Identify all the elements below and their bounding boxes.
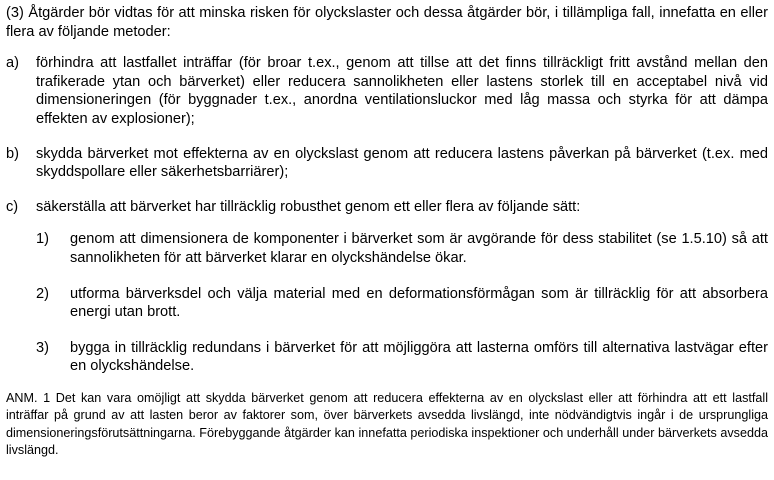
list-item-label: a): [6, 55, 19, 72]
list-item-text: skydda bärverket mot effekterna av en olyckslast genom att reducera lastens påverkan på bärverket (t.ex. med skyddspollare eller säkerhetsbarriärer);: [36, 145, 768, 181]
list-item-label: b): [6, 145, 19, 162]
list-item-text: säkerställa att bärverket har tillräcklig robusthet genom ett eller flera av följande sätt:: [36, 198, 581, 215]
sub-list-item-label: 3): [36, 339, 49, 356]
sub-list-item-1: [6, 230, 768, 267]
sub-list-item-text: genom att dimensionera de komponenter i bärverket som är avgörande för dess stabilitet (se 1.5.10) så att sannolikheten för att bärverket klarar en olyckshändelse ökar.: [70, 231, 768, 266]
list-item-label: c): [6, 198, 19, 215]
sub-list-item-3: [6, 339, 768, 376]
sub-list-item-label: 1): [36, 231, 49, 248]
list-item-b: [6, 145, 768, 182]
document-body: [6, 4, 768, 460]
list-item-c: [6, 198, 768, 217]
intro-paragraph: (3) Åtgärder bör vidtas för att minska risken för olyckslaster och dessa åtgärder bör, i tillämpliga fall, innefatta en eller flera av följande metoder:: [6, 5, 768, 40]
sub-list-item-2: [6, 285, 768, 322]
sub-list-item-label: 2): [36, 285, 49, 302]
sub-list-item-text: bygga in tillräcklig redundans i bärverket för att möjliggöra att lasterna omförs till alternativa lastvägar efter en olyckshändelse.: [70, 339, 768, 375]
note-paragraph: ANM. 1 Det kan vara omöjligt att skydda bärverket genom att reducera effekterna av en olyckslast eller att förhindra att ett lastfall inträffar på grund av att lasten beror av faktorer som, över bärverkets avsedda livslängd, inte nödvändigtvis ingår i de ursprungliga dimensioneringsförutsättningarna. Förebyggande åtgärder kan innefatta periodiska inspektioner och underhåll under bärverkets avsedda livslängd.: [6, 390, 768, 458]
list-item-a: [6, 54, 768, 128]
sub-list-item-text: utforma bärverksdel och välja material med en deformationsförmågan som är tillräcklig för att absorbera energi utan brott.: [70, 285, 768, 321]
list-item-text: förhindra att lastfallet inträffar (för broar t.ex., genom att tillse att det finns tillräckligt fritt avstånd mellan den trafikerade ytan och bärverket) eller reducera sannolikheten eller lastens storlek till en acceptabel nivå vid dimensioneringen (för byggnader t.ex., anordna ventilationsluckor med låg massa och styrka för att dämpa effekten av explosioner);: [36, 55, 768, 127]
